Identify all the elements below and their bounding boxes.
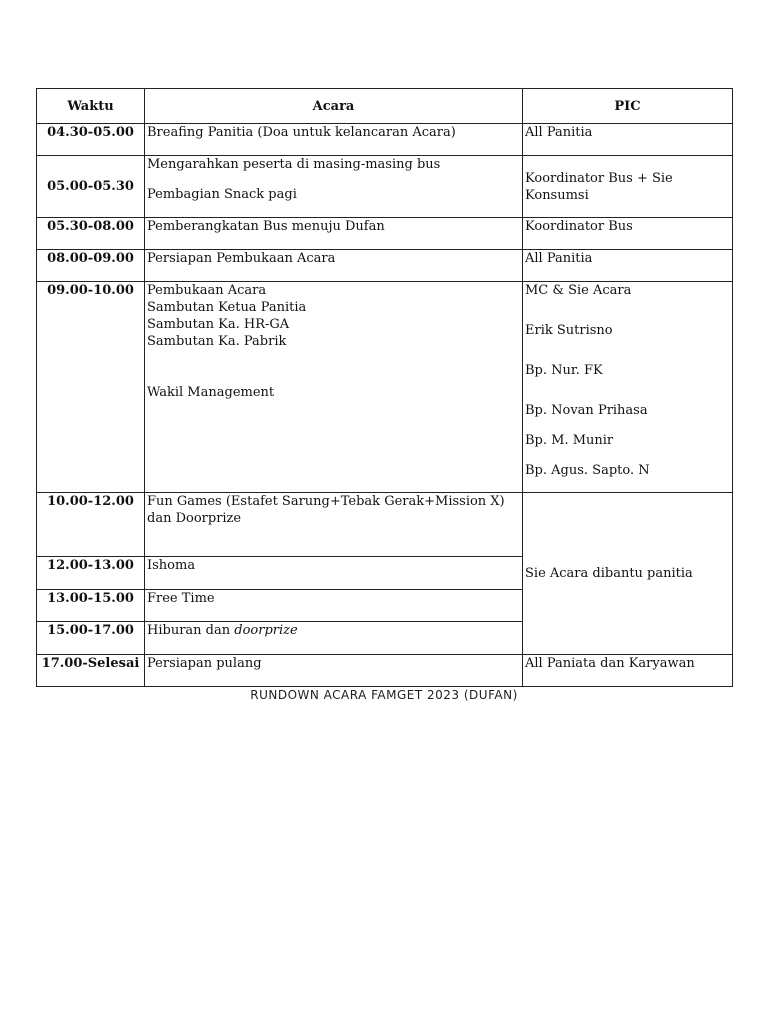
- pic-text: All Paniata dan Karyawan: [525, 656, 695, 671]
- pic-cell: [523, 124, 733, 156]
- pic-text: Koordinator Bus + Sie Konsumsi: [525, 170, 673, 203]
- time-cell: 04.30-05.00: [37, 124, 145, 156]
- activity-cell: [145, 655, 523, 687]
- time-cell: 05.30-08.00: [37, 218, 145, 250]
- activity-text: Sambutan Ka. Pabrik: [147, 334, 287, 349]
- activity-text: Sambutan Ketua Panitia: [147, 300, 307, 315]
- activity-text: Fun Games (Estafet Sarung+Tebak Gerak+Mission X) dan Doorprize: [147, 494, 505, 526]
- pic-text: Bp. Nur. FK: [525, 363, 603, 378]
- activity-text: Hiburan dan: [147, 623, 235, 638]
- pic-text: All Panitia: [525, 125, 593, 140]
- table-row: [37, 218, 733, 250]
- time-cell: 15.00-17.00: [37, 622, 145, 655]
- pic-text: Erik Sutrisno: [525, 323, 613, 338]
- table-row: [37, 655, 733, 687]
- header-acara: Acara: [145, 89, 523, 124]
- activity-cell: [145, 557, 523, 590]
- activity-cell: [145, 218, 523, 250]
- pic-text: Bp. Agus. Sapto. N: [525, 463, 650, 478]
- activity-text: Persiapan Pembukaan Acara: [147, 251, 336, 266]
- time-cell: 08.00-09.00: [37, 250, 145, 282]
- header-waktu: Waktu: [37, 89, 145, 124]
- table-row: [37, 282, 733, 493]
- pic-text: Sie Acara dibantu panitia: [525, 566, 693, 581]
- pic-text: Koordinator Bus: [525, 219, 633, 234]
- time-cell: 13.00-15.00: [37, 590, 145, 622]
- rundown-table: [36, 88, 733, 687]
- activity-text: Sambutan Ka. HR-GA: [147, 317, 290, 332]
- pic-text: All Panitia: [525, 251, 593, 266]
- pic-cell: [523, 156, 733, 218]
- time-cell: 12.00-13.00: [37, 557, 145, 590]
- activity-text: Wakil Management: [147, 385, 275, 400]
- table-header-row: [37, 89, 733, 124]
- activity-text-italic: doorprize: [234, 623, 298, 638]
- activity-cell: [145, 156, 523, 218]
- pic-cell: [523, 282, 733, 493]
- activity-cell: [145, 124, 523, 156]
- table-row: [37, 156, 733, 218]
- activity-text: Pembagian Snack pagi: [147, 187, 297, 202]
- table-caption: RUNDOWN ACARA FAMGET 2023 (DUFAN): [250, 688, 518, 702]
- time-cell: 09.00-10.00: [37, 282, 145, 493]
- activity-cell: [145, 493, 523, 557]
- pic-text: Bp. M. Munir: [525, 433, 614, 448]
- activity-text: Mengarahkan peserta di masing-masing bus: [147, 157, 441, 172]
- table-row: [37, 124, 733, 156]
- activity-text: Ishoma: [147, 558, 196, 573]
- time-cell: 05.00-05.30: [37, 156, 145, 218]
- time-cell: 10.00-12.00: [37, 493, 145, 557]
- pic-text: Bp. Novan Prihasa: [525, 403, 648, 418]
- time-cell: 17.00-Selesai: [37, 655, 145, 687]
- header-pic: PIC: [523, 89, 733, 124]
- table-row: [37, 250, 733, 282]
- pic-cell-merged: [523, 493, 733, 655]
- pic-cell: [523, 250, 733, 282]
- activity-text: Breafing Panitia (Doa untuk kelancaran Acara): [147, 125, 456, 140]
- pic-text: MC & Sie Acara: [525, 283, 632, 298]
- activity-cell: [145, 250, 523, 282]
- pic-cell: [523, 655, 733, 687]
- activity-text: Persiapan pulang: [147, 656, 262, 671]
- activity-text: Free Time: [147, 591, 215, 606]
- activity-cell: [145, 590, 523, 622]
- activity-text: Pembukaan Acara: [147, 283, 267, 298]
- pic-cell: [523, 218, 733, 250]
- activity-cell: [145, 282, 523, 493]
- activity-cell: [145, 622, 523, 655]
- table-row: [37, 493, 733, 557]
- activity-text: Pemberangkatan Bus menuju Dufan: [147, 219, 385, 234]
